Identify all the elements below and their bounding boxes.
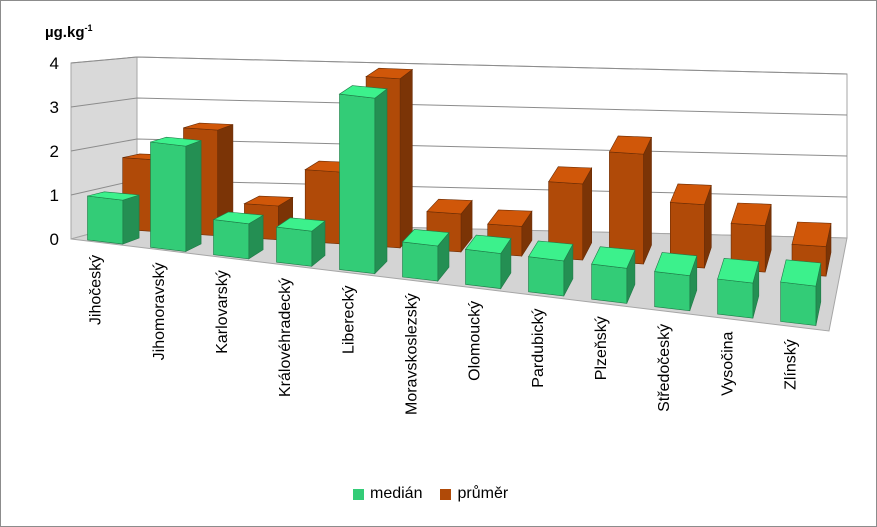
bar-median-0 (88, 192, 140, 244)
bar-front-face (340, 94, 375, 274)
legend-label-median: medián (370, 485, 423, 502)
bar-top-face (731, 203, 771, 226)
bar-side-face (186, 141, 201, 252)
x-category-label: Zlínský (782, 339, 800, 390)
x-category-label: Moravskoslezský (403, 293, 421, 415)
x-category-label: Vysočina (719, 331, 737, 396)
x-category-label: Karlovarský (213, 270, 231, 354)
x-category-label: Královéhradecký (277, 277, 295, 397)
bar-top-face (655, 253, 697, 276)
legend-item-median (353, 485, 422, 503)
bar-side-face (400, 70, 412, 248)
bar-median-5 (403, 229, 450, 281)
x-category-label: Jihomoravský (150, 262, 168, 361)
bar-top-face (792, 222, 831, 247)
bar-top-face (670, 184, 711, 205)
bar-front-face (403, 242, 438, 281)
y-tick-label: 4 (49, 54, 59, 73)
bar-median-6 (466, 235, 511, 289)
legend-swatch-prumer (440, 489, 451, 500)
bar-front-face (151, 142, 186, 252)
bar-side-face (375, 89, 387, 274)
bar-front-face (466, 249, 501, 288)
bar-front-face (88, 196, 123, 244)
y-axis-unit-label: $\mu g.kg^{-1}$ (45, 23, 93, 41)
bar-front-face (609, 152, 643, 264)
y-tick-label: 1 (49, 186, 59, 205)
bar-front-face (655, 272, 690, 311)
bar-median-9 (655, 253, 697, 311)
x-category-label: Liberecký (340, 285, 358, 355)
bar-prumer-8 (609, 136, 651, 264)
bar-median-2 (214, 212, 264, 259)
legend-swatch-median (353, 489, 364, 500)
bar-top-face (781, 260, 821, 286)
bar-median-4 (340, 86, 388, 274)
bar-median-10 (718, 258, 759, 318)
bar-front-face (592, 264, 627, 303)
bar-front-face (781, 282, 816, 326)
bar-front-face (529, 257, 564, 296)
legend-label-prumer: průměr (457, 485, 509, 502)
x-category-label: Pardubický (529, 308, 547, 388)
legend (353, 485, 526, 503)
bar-front-face (214, 220, 249, 259)
bar-top-face (718, 258, 759, 283)
bar-median-7 (529, 241, 573, 296)
bar-median-8 (592, 247, 635, 304)
bar-front-face (277, 227, 312, 266)
bar-median-11 (781, 260, 821, 326)
chart-canvas (1, 1, 877, 527)
x-category-label: Středočeský (656, 323, 674, 412)
y-tick-label: 3 (49, 98, 59, 117)
bar-side-face (644, 137, 652, 264)
x-category-label: Olomoucký (466, 300, 484, 381)
bar-median-3 (277, 218, 326, 266)
y-tick-label: 0 (49, 230, 59, 249)
x-category-label: Jihočeský (87, 254, 105, 326)
bar-median-1 (151, 137, 202, 251)
x-category-label: Plzeňský (592, 316, 610, 381)
y-tick-label: 2 (49, 142, 59, 161)
legend-item-prumer (440, 485, 508, 503)
bar-front-face (718, 279, 753, 318)
bar-side-face (123, 195, 139, 244)
